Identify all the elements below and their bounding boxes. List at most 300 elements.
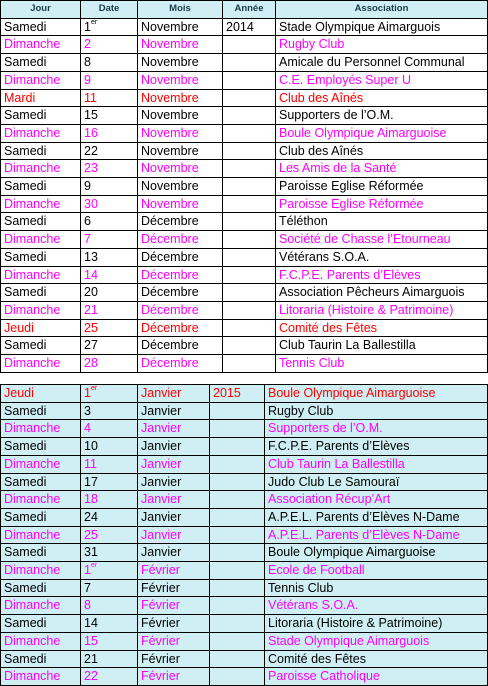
mois-cell-text: Janvier xyxy=(141,474,182,489)
table-row xyxy=(1,319,488,337)
jour-cell-text: Samedi xyxy=(4,651,47,666)
mois-cell-text: Février xyxy=(141,580,180,595)
mois-cell xyxy=(138,632,210,650)
association-cell-text: Amicale du Personnel Communal xyxy=(279,55,465,70)
mois-cell-text: Décembre xyxy=(141,285,199,300)
mois-cell xyxy=(138,107,223,125)
mois-cell xyxy=(138,402,210,420)
jour-cell-text: Dimanche xyxy=(4,125,61,140)
mois-cell xyxy=(138,231,223,249)
table-row xyxy=(1,455,488,473)
association-cell xyxy=(265,508,488,526)
date-cell-text: 18 xyxy=(84,492,98,507)
association-cell-text: Litoraria (Histoire & Patrimoine) xyxy=(279,302,454,317)
association-cell xyxy=(265,402,488,420)
mois-cell xyxy=(138,337,223,355)
date-cell-text: 7 xyxy=(84,580,91,595)
mois-cell-text: Janvier xyxy=(141,403,182,418)
date-cell xyxy=(81,231,138,249)
association-cell xyxy=(276,89,488,107)
mois-cell xyxy=(138,562,210,580)
jour-cell xyxy=(1,54,81,72)
annee-cell xyxy=(210,615,265,633)
date-cell xyxy=(81,355,138,373)
date-cell-text: 13 xyxy=(84,249,98,264)
annee-cell xyxy=(210,438,265,456)
date-cell xyxy=(81,337,138,355)
jour-cell xyxy=(1,231,81,249)
association-cell-text: Club des Aînés xyxy=(279,143,364,158)
jour-cell xyxy=(1,562,81,580)
mois-cell-text: Décembre xyxy=(141,267,199,282)
mois-cell-text: Janvier xyxy=(141,492,182,507)
mois-cell-text: Janvier xyxy=(141,527,182,542)
ordinal-suffix: er xyxy=(90,18,98,26)
date-cell-text: 20 xyxy=(84,285,98,300)
association-cell xyxy=(276,266,488,284)
table-row xyxy=(1,544,488,562)
header-jour: Jour xyxy=(1,1,81,19)
annee-cell xyxy=(223,178,276,196)
jour-cell xyxy=(1,579,81,597)
date-cell xyxy=(81,124,138,142)
date-cell-text: 15 xyxy=(84,108,98,123)
jour-cell xyxy=(1,508,81,526)
date-cell xyxy=(81,71,138,89)
association-cell-text: Les Amis de la Santé xyxy=(279,161,397,176)
jour-cell-text: Dimanche xyxy=(4,492,61,507)
association-cell xyxy=(276,319,488,337)
association-cell-text: Société de Chasse l’Etourneau xyxy=(279,232,451,247)
mois-cell xyxy=(138,597,210,615)
jour-cell xyxy=(1,36,81,54)
jour-cell xyxy=(1,337,81,355)
jour-cell-text: Samedi xyxy=(4,509,47,524)
mois-cell-text: Décembre xyxy=(141,232,199,247)
mois-cell xyxy=(138,508,210,526)
jour-cell xyxy=(1,491,81,509)
association-cell-text: Association Récup’Art xyxy=(268,492,391,507)
association-cell-text: F.C.P.E. Parents d’Elèves xyxy=(279,267,421,282)
association-cell xyxy=(276,54,488,72)
mois-cell xyxy=(138,160,223,178)
date-cell xyxy=(81,650,138,668)
association-cell-text: Tennis Club xyxy=(279,356,345,371)
jour-cell xyxy=(1,195,81,213)
annee-cell xyxy=(223,231,276,249)
date-cell-text: 30 xyxy=(84,196,98,211)
mois-cell-text: Janvier xyxy=(141,456,182,471)
association-cell-text: Club Taurin La Ballestilla xyxy=(279,338,416,353)
table-row xyxy=(1,508,488,526)
mois-cell-text: Janvier xyxy=(141,386,182,400)
date-cell-text: 22 xyxy=(84,143,98,158)
mois-cell xyxy=(138,284,223,302)
jour-cell-text: Dimanche xyxy=(4,456,61,471)
jour-cell-text: Dimanche xyxy=(4,232,61,247)
date-cell-text: 1 xyxy=(84,19,91,34)
jour-cell xyxy=(1,248,81,266)
table-row xyxy=(1,579,488,597)
jour-cell xyxy=(1,526,81,544)
date-cell xyxy=(81,178,138,196)
mois-cell xyxy=(138,420,210,438)
association-cell xyxy=(276,178,488,196)
jour-cell-text: Samedi xyxy=(4,474,47,489)
association-cell-text: Boule Olympique Aimarguoise xyxy=(268,545,436,560)
association-cell xyxy=(265,526,488,544)
date-cell xyxy=(81,615,138,633)
jour-cell xyxy=(1,124,81,142)
mois-cell-text: Février xyxy=(141,651,180,666)
table-row xyxy=(1,597,488,615)
table-row xyxy=(1,491,488,509)
mois-cell xyxy=(138,385,210,403)
association-cell xyxy=(276,36,488,54)
header-mois: Mois xyxy=(138,1,223,19)
date-cell xyxy=(81,438,138,456)
mois-cell-text: Novembre xyxy=(141,179,199,194)
annee-cell xyxy=(223,301,276,319)
mois-cell-text: Novembre xyxy=(141,196,199,211)
date-cell xyxy=(81,491,138,509)
table-row xyxy=(1,562,488,580)
association-cell-text: Paroisse Eglise Réformée xyxy=(279,179,424,194)
date-cell xyxy=(81,385,138,403)
jour-cell xyxy=(1,71,81,89)
table-row xyxy=(1,301,488,319)
association-cell xyxy=(265,668,488,686)
annee-cell xyxy=(223,355,276,373)
association-cell xyxy=(265,615,488,633)
date-cell xyxy=(81,142,138,160)
mois-cell xyxy=(138,301,223,319)
association-cell xyxy=(276,213,488,231)
mois-cell-text: Février xyxy=(141,633,180,648)
date-cell-text: 21 xyxy=(84,651,98,666)
date-cell-text: 23 xyxy=(84,161,98,176)
jour-cell xyxy=(1,301,81,319)
jour-cell xyxy=(1,178,81,196)
table-row xyxy=(1,668,488,686)
date-cell xyxy=(81,420,138,438)
association-cell xyxy=(276,107,488,125)
annee-cell xyxy=(223,284,276,302)
association-cell-text: Supporters de l’O.M. xyxy=(279,108,394,123)
annee-cell xyxy=(210,650,265,668)
mois-cell xyxy=(138,526,210,544)
date-cell xyxy=(81,632,138,650)
association-cell xyxy=(265,544,488,562)
annee-cell xyxy=(223,337,276,355)
date-cell xyxy=(81,36,138,54)
annee-cell xyxy=(210,526,265,544)
table-row xyxy=(1,650,488,668)
association-cell xyxy=(276,71,488,89)
date-cell xyxy=(81,319,138,337)
jour-cell-text: Dimanche xyxy=(4,161,61,176)
jour-cell xyxy=(1,142,81,160)
association-cell-text: Boule Olympique Aimarguoise xyxy=(268,386,436,400)
annee-cell-text: 2015 xyxy=(213,386,241,400)
jour-cell xyxy=(1,597,81,615)
association-cell-text: Paroisse Catholique xyxy=(268,669,380,684)
annee-cell xyxy=(223,54,276,72)
date-cell xyxy=(81,195,138,213)
association-cell-text: Tennis Club xyxy=(268,580,334,595)
jour-cell xyxy=(1,455,81,473)
jour-cell-text: Samedi xyxy=(4,338,47,353)
date-cell-text: 10 xyxy=(84,439,98,454)
association-cell-text: Boule Olympique Aimarguoise xyxy=(279,125,447,140)
association-cell xyxy=(265,491,488,509)
date-cell xyxy=(81,562,138,580)
association-cell-text: F.C.P.E. Parents d’Elèves xyxy=(268,439,410,454)
date-cell-text: 17 xyxy=(84,474,98,489)
mois-cell xyxy=(138,124,223,142)
table-row xyxy=(1,231,488,249)
jour-cell-text: Samedi xyxy=(4,179,47,194)
date-cell-text: 28 xyxy=(84,356,98,371)
jour-cell-text: Samedi xyxy=(4,545,47,560)
annee-cell xyxy=(223,160,276,178)
mois-cell-text: Décembre xyxy=(141,302,199,317)
mois-cell-text: Décembre xyxy=(141,356,199,371)
jour-cell-text: Dimanche xyxy=(4,527,61,542)
jour-cell-text: Samedi xyxy=(4,143,47,158)
table-row xyxy=(1,195,488,213)
association-cell-text: Supporters de l’O.M. xyxy=(268,421,383,436)
table-row xyxy=(1,526,488,544)
mois-cell xyxy=(138,89,223,107)
date-cell-text: 21 xyxy=(84,302,98,317)
mois-cell-text: Décembre xyxy=(141,249,199,264)
jour-cell-text: Dimanche xyxy=(4,598,61,613)
date-cell-text: 25 xyxy=(84,527,98,542)
mois-cell xyxy=(138,438,210,456)
date-cell-text: 6 xyxy=(84,214,91,229)
jour-cell xyxy=(1,668,81,686)
annee-cell xyxy=(223,124,276,142)
header-association: Association xyxy=(276,1,488,19)
annee-cell xyxy=(210,420,265,438)
table-row xyxy=(1,420,488,438)
jour-cell xyxy=(1,160,81,178)
date-cell-text: 31 xyxy=(84,545,98,560)
date-cell-text: 2 xyxy=(84,37,91,52)
mois-cell-text: Novembre xyxy=(141,55,199,70)
mois-cell xyxy=(138,213,223,231)
annee-cell xyxy=(223,266,276,284)
jour-cell-text: Samedi xyxy=(4,108,47,123)
ordinal-suffix: er xyxy=(90,562,98,570)
association-cell xyxy=(276,355,488,373)
date-cell-text: 11 xyxy=(84,90,97,105)
jour-cell xyxy=(1,89,81,107)
association-cell-text: Rugby Club xyxy=(279,37,345,52)
mois-cell-text: Décembre xyxy=(141,214,199,229)
mois-cell-text: Novembre xyxy=(141,143,199,158)
mois-cell xyxy=(138,36,223,54)
jour-cell xyxy=(1,266,81,284)
jour-cell xyxy=(1,213,81,231)
association-cell xyxy=(265,385,488,403)
date-cell xyxy=(81,668,138,686)
jour-cell-text: Dimanche xyxy=(4,563,61,578)
table-row xyxy=(1,632,488,650)
jour-cell-text: Dimanche xyxy=(4,196,61,211)
association-cell-text: Stade Olympique Aimarguois xyxy=(279,19,441,34)
association-cell-text: Stade Olympique Aimarguois xyxy=(268,633,430,648)
association-cell-text: Comité des Fêtes xyxy=(279,320,377,335)
mois-cell-text: Février xyxy=(141,563,180,578)
association-cell-text: Paroisse Eglise Réformée xyxy=(279,196,424,211)
association-cell xyxy=(265,650,488,668)
header-row xyxy=(1,1,488,19)
association-cell-text: Rugby Club xyxy=(268,403,334,418)
mois-cell-text: Janvier xyxy=(141,545,182,560)
association-cell xyxy=(265,597,488,615)
jour-cell-text: Dimanche xyxy=(4,37,61,52)
mois-cell-text: Janvier xyxy=(141,421,182,436)
mois-cell-text: Novembre xyxy=(141,19,199,34)
table-row xyxy=(1,54,488,72)
date-cell xyxy=(81,18,138,36)
annee-cell xyxy=(223,107,276,125)
association-cell xyxy=(265,455,488,473)
date-cell xyxy=(81,266,138,284)
jour-cell-text: Samedi xyxy=(4,580,47,595)
jour-cell xyxy=(1,615,81,633)
annee-cell xyxy=(223,36,276,54)
mois-cell-text: Décembre xyxy=(141,320,199,335)
mois-cell xyxy=(138,248,223,266)
jour-cell-text: Samedi xyxy=(4,439,47,454)
annee-cell xyxy=(210,508,265,526)
date-cell xyxy=(81,526,138,544)
jour-cell xyxy=(1,284,81,302)
mois-cell-text: Novembre xyxy=(141,37,199,52)
mois-cell xyxy=(138,319,223,337)
date-cell xyxy=(81,89,138,107)
mois-cell-text: Décembre xyxy=(141,338,199,353)
jour-cell xyxy=(1,18,81,36)
date-cell-text: 9 xyxy=(84,179,91,194)
mois-cell xyxy=(138,195,223,213)
jour-cell xyxy=(1,355,81,373)
jour-cell-text: Dimanche xyxy=(4,633,61,648)
jour-cell-text: Samedi xyxy=(4,285,47,300)
jour-cell-text: Dimanche xyxy=(4,669,61,684)
annee-cell xyxy=(223,248,276,266)
date-cell xyxy=(81,402,138,420)
association-cell-text: Club Taurin La Ballestilla xyxy=(268,456,405,471)
date-cell xyxy=(81,284,138,302)
mois-cell-text: Février xyxy=(141,616,180,631)
table-row xyxy=(1,473,488,491)
annee-cell xyxy=(223,18,276,36)
association-cell-text: Association Pêcheurs Aimarguois xyxy=(279,285,465,300)
date-cell xyxy=(81,597,138,615)
jour-cell-text: Jeudi xyxy=(4,386,34,400)
date-cell-text: 1 xyxy=(84,563,91,578)
date-cell-text: 7 xyxy=(84,232,91,247)
table-row xyxy=(1,89,488,107)
mois-cell xyxy=(138,455,210,473)
mois-cell-text: Novembre xyxy=(141,161,199,176)
mois-cell-text: Novembre xyxy=(141,108,199,123)
table-row xyxy=(1,284,488,302)
jour-cell-text: Dimanche xyxy=(4,356,61,371)
jour-cell xyxy=(1,420,81,438)
table-row xyxy=(1,178,488,196)
date-cell xyxy=(81,544,138,562)
jour-cell-text: Samedi xyxy=(4,19,47,34)
annee-cell xyxy=(210,491,265,509)
association-cell-text: Comité des Fêtes xyxy=(268,651,366,666)
date-cell-text: 8 xyxy=(84,55,91,70)
association-cell-text: Ecole de Football xyxy=(268,563,365,578)
jour-cell xyxy=(1,632,81,650)
association-cell xyxy=(276,284,488,302)
association-cell-text: Judo Club Le Samouraï xyxy=(268,474,400,489)
date-cell-text: 8 xyxy=(84,598,91,613)
jour-cell xyxy=(1,473,81,491)
association-cell xyxy=(276,301,488,319)
date-cell xyxy=(81,508,138,526)
annee-cell-text: 2014 xyxy=(226,19,254,34)
association-cell xyxy=(276,18,488,36)
mois-cell-text: Février xyxy=(141,669,180,684)
association-cell-text: A.P.E.L. Parents d’Elèves N-Dame xyxy=(268,509,460,524)
mois-cell-text: Novembre xyxy=(141,125,199,140)
date-cell-text: 15 xyxy=(84,633,98,648)
annee-cell xyxy=(223,213,276,231)
table-row xyxy=(1,615,488,633)
association-cell-text: Vétérans S.O.A. xyxy=(279,249,370,264)
mois-cell xyxy=(138,491,210,509)
association-cell xyxy=(276,160,488,178)
date-cell xyxy=(81,455,138,473)
header-date: Date xyxy=(81,1,138,19)
association-cell xyxy=(265,438,488,456)
jour-cell xyxy=(1,650,81,668)
annee-cell xyxy=(223,142,276,160)
table-row xyxy=(1,213,488,231)
table-row xyxy=(1,160,488,178)
annee-cell xyxy=(223,195,276,213)
table-row xyxy=(1,266,488,284)
date-cell-text: 9 xyxy=(84,72,91,87)
table-row xyxy=(1,124,488,142)
mois-cell xyxy=(138,178,223,196)
table-row xyxy=(1,402,488,420)
table-row xyxy=(1,36,488,54)
association-cell xyxy=(276,231,488,249)
annee-cell xyxy=(223,319,276,337)
table-row xyxy=(1,142,488,160)
table-row xyxy=(1,248,488,266)
mois-cell xyxy=(138,142,223,160)
association-cell xyxy=(265,579,488,597)
association-cell-text: C.E. Employés Super U xyxy=(279,72,411,87)
date-cell-text: 11 xyxy=(84,456,97,471)
jour-cell xyxy=(1,402,81,420)
mois-cell xyxy=(138,54,223,72)
date-cell-text: 16 xyxy=(84,125,98,140)
table-row xyxy=(1,107,488,125)
jour-cell-text: Samedi xyxy=(4,55,47,70)
